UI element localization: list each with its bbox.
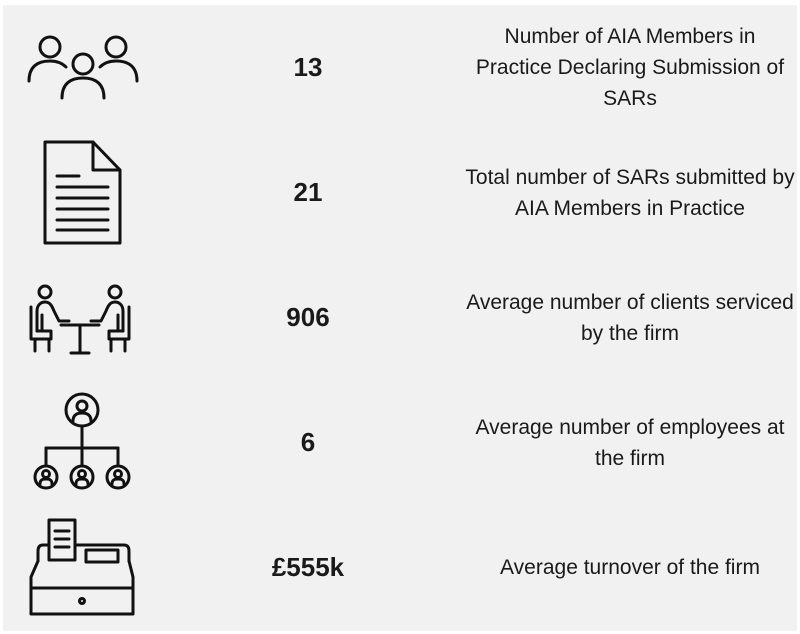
- stat-row-total-sars: [3, 130, 797, 255]
- client-meeting-icon: [21, 255, 145, 380]
- stat-label: Average number of employees at the firm: [475, 415, 785, 470]
- cash-register-icon: [21, 505, 145, 630]
- stat-row-employees: [3, 380, 797, 505]
- stat-value: 13: [293, 52, 323, 82]
- stat-value: 906: [286, 302, 330, 332]
- stats-panel: [3, 5, 797, 631]
- stat-label: Average number of clients serviced by the firm: [466, 290, 794, 345]
- people-group-icon: [21, 5, 145, 130]
- stat-label: Total number of SARs submitted by AIA Members in Practice: [465, 165, 795, 220]
- stat-label: Average turnover of the firm: [500, 556, 760, 579]
- stat-row-clients: [3, 255, 797, 380]
- org-chart-icon: [21, 380, 145, 505]
- stat-row-turnover: [3, 505, 797, 630]
- stat-value: 6: [300, 427, 316, 457]
- document-icon: [21, 130, 145, 255]
- stat-value: £555k: [271, 552, 345, 582]
- stat-row-members-declaring: [3, 5, 797, 130]
- stat-label: Number of AIA Members in Practice Declaring Submission of SARs: [475, 25, 785, 110]
- stat-value: 21: [293, 177, 323, 207]
